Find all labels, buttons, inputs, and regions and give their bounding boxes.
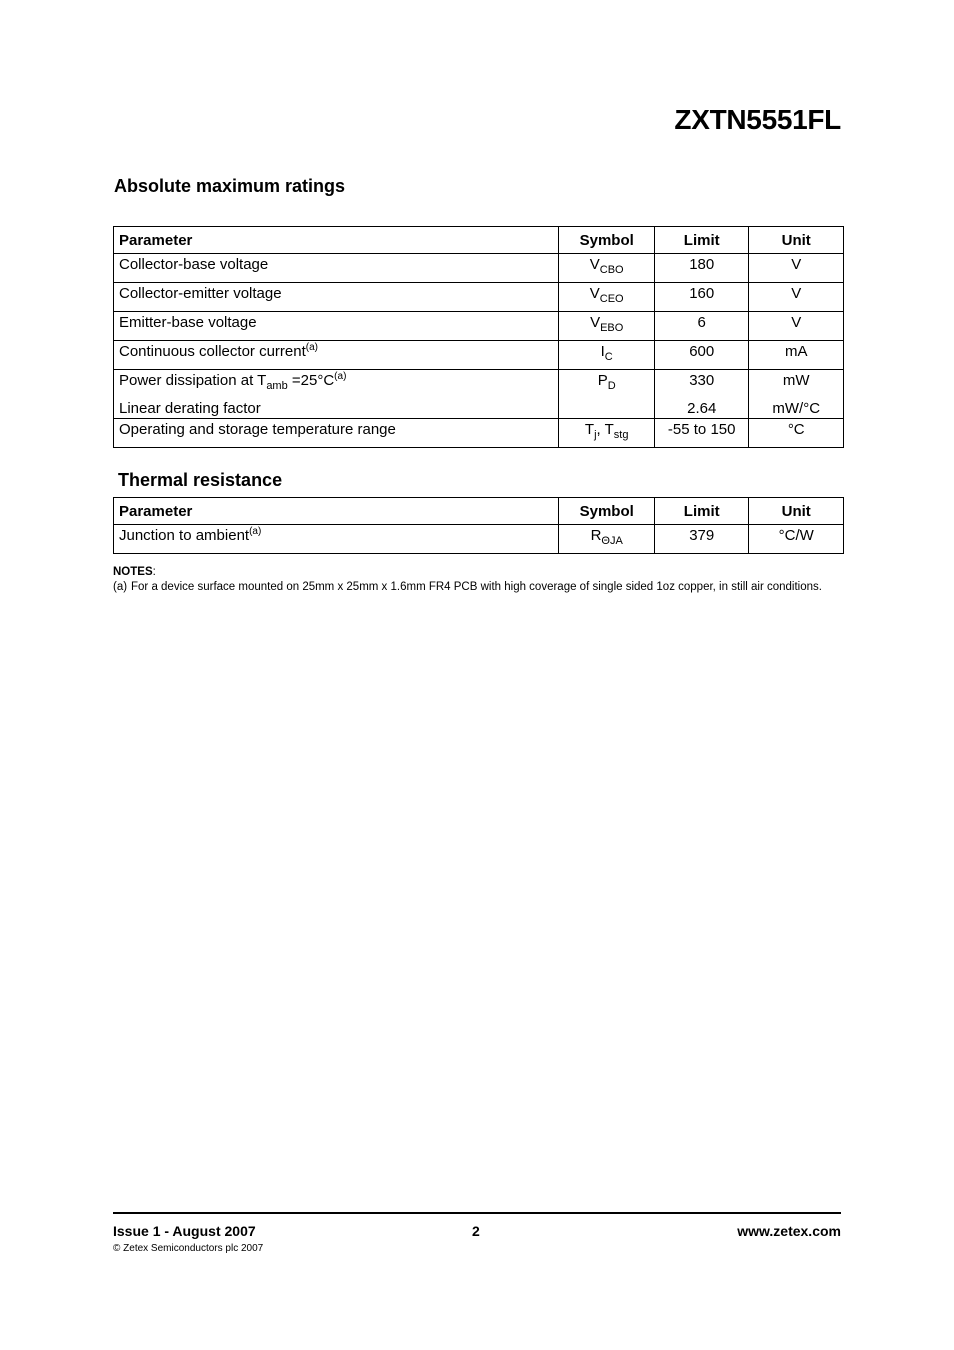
- footer-copyright: © Zetex Semiconductors plc 2007: [113, 1243, 264, 1254]
- part-number-title: ZXTN5551FL: [674, 104, 841, 135]
- parameter-cell: Collector-emitter voltage: [114, 283, 559, 312]
- limit-cell: 600: [654, 341, 749, 370]
- unit-cell: mA: [749, 341, 844, 370]
- column-header-symbol: Symbol: [559, 227, 655, 254]
- column-header-limit: Limit: [654, 227, 749, 254]
- parameter-cell: Power dissipation at $T_{amb} =25^\circ C^{(a)}$ Linear derating factor: [114, 370, 559, 419]
- table-row: [114, 341, 844, 370]
- footnote-ref: (a): [305, 342, 318, 353]
- unit-cell: °C/W: [749, 525, 844, 554]
- symbol-cell: $V_{EBO}$: [559, 312, 655, 341]
- unit-cell: V: [749, 312, 844, 341]
- note-text: For a device surface mounted on 25mm x 25mm x 1.6mm FR4 PCB with high coverage of single sided 1oz copper, in still air conditions.: [131, 581, 822, 593]
- thermal-resistance-title: Thermal resistance: [118, 470, 283, 490]
- table-row: [114, 525, 844, 554]
- limit-line-2: 2.64: [687, 400, 717, 417]
- table-row: [114, 419, 844, 448]
- thermal-resistance-table: [113, 497, 844, 554]
- unit-cell: mW mW/°C: [749, 370, 844, 419]
- symbol-cell: $V_{CEO}$: [559, 283, 655, 312]
- column-header-parameter: Parameter: [114, 498, 559, 525]
- limit-cell: 379: [654, 525, 749, 554]
- column-header-unit: Unit: [749, 498, 844, 525]
- footnote-ref: (a): [334, 371, 347, 382]
- note-item: [113, 580, 843, 595]
- column-header-limit: Limit: [654, 498, 749, 525]
- symbol-cell: $T_j$, $T_{stg}$: [559, 419, 655, 448]
- table-row: [114, 312, 844, 341]
- table-row: [114, 370, 844, 419]
- parameter-cell: Junction to ambient$^{(a)}$: [114, 525, 559, 554]
- parameter-cell: Operating and storage temperature range: [114, 419, 559, 448]
- symbol-cell: $P_D$: [559, 370, 655, 419]
- notes-section: [113, 565, 843, 595]
- absolute-max-ratings-title: Absolute maximum ratings: [114, 176, 346, 196]
- table-row: [114, 283, 844, 312]
- table-row: [114, 254, 844, 283]
- footnote-ref: (a): [249, 526, 262, 537]
- footer-page-number: 2: [472, 1223, 480, 1239]
- unit-line-2: mW/°C: [772, 400, 821, 417]
- parameter-line-2: Linear derating factor: [119, 400, 261, 417]
- limit-cell: 180: [654, 254, 749, 283]
- limit-cell: 160: [654, 283, 749, 312]
- symbol-cell: $V_{CBO}$: [559, 254, 655, 283]
- column-header-parameter: Parameter: [114, 227, 559, 254]
- table-header-row: [114, 498, 844, 525]
- unit-cell: °C: [749, 419, 844, 448]
- parameter-cell: Continuous collector current$^{(a)}$: [114, 341, 559, 370]
- column-header-symbol: Symbol: [559, 498, 655, 525]
- table-header-row: [114, 227, 844, 254]
- limit-cell: 330 2.64: [654, 370, 749, 419]
- parameter-cell: Emitter-base voltage: [114, 312, 559, 341]
- parameter-cell: Collector-base voltage: [114, 254, 559, 283]
- footer-divider: [113, 1212, 841, 1214]
- limit-cell: 6: [654, 312, 749, 341]
- absolute-max-ratings-table: [113, 226, 844, 448]
- notes-heading: NOTES:: [113, 566, 156, 578]
- note-marker: (a): [113, 581, 128, 593]
- footer-issue: Issue 1 - August 2007: [113, 1223, 256, 1239]
- limit-cell: -55 to 150: [654, 419, 749, 448]
- footer-website: www.zetex.com: [737, 1223, 841, 1239]
- unit-cell: V: [749, 283, 844, 312]
- column-header-unit: Unit: [749, 227, 844, 254]
- symbol-cell: $I_C$: [559, 341, 655, 370]
- unit-cell: V: [749, 254, 844, 283]
- symbol-cell: $R_{\Theta JA}$: [559, 525, 655, 554]
